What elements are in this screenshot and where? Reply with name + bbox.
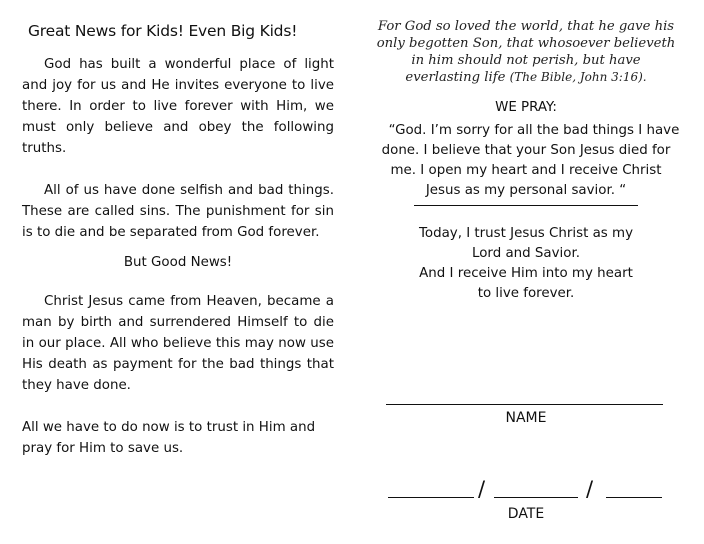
- date-day-field[interactable]: [494, 497, 578, 498]
- page-title: Great News for Kids! Even Big Kids!: [28, 22, 298, 40]
- date-year-field[interactable]: [606, 497, 662, 498]
- trust-paragraph: All we have to do now is to trust in Him and pray for Him to save us.: [22, 420, 316, 456]
- name-label: NAME: [505, 410, 547, 426]
- date-separator: /: [478, 477, 486, 501]
- declaration-line: Today, I trust Jesus Christ as my: [418, 226, 633, 241]
- right-column: [372, 18, 680, 522]
- jesus-paragraph: Christ Jesus came from Heaven, became a man by birth and surrendered Himself to die in our place. All who believe this may now use His death as payment for the bad things that they have done.: [22, 294, 334, 393]
- prayer-divider: [414, 205, 638, 206]
- date-separator: /: [586, 477, 594, 501]
- bible-verse: [372, 18, 680, 86]
- left-column: [22, 18, 334, 459]
- date-field: [388, 477, 664, 502]
- verse-text: For God so loved the world, that he gave his only begotten Son, that whosoever believeth in him should not perish, but have everlasting life: [376, 19, 676, 85]
- declaration: [372, 224, 680, 304]
- intro-paragraph: God has built a wonderful place of light and joy for us and He invites everyone to live there. In order to live forever with Him, we must only believe and obey the following truths.: [22, 57, 334, 156]
- verse-reference: (The Bible, John 3:16).: [509, 70, 647, 84]
- date-label: DATE: [507, 506, 545, 522]
- declaration-line: to live forever.: [477, 286, 575, 301]
- sin-paragraph: All of us have done selfish and bad things. These are called sins. The punishment for sin is to die and be separated from God forever.: [22, 183, 334, 240]
- name-field[interactable]: [386, 404, 663, 405]
- we-pray-heading: WE PRAY:: [495, 100, 557, 115]
- declaration-line: And I receive Him into my heart: [419, 266, 633, 281]
- prayer-text: “God. I’m sorry for all the bad things I have done. I believe that your Son Jesus died for me. I open my heart and I receive Christ Jesus as my personal savior. “: [381, 123, 680, 198]
- declaration-line: Lord and Savior.: [472, 246, 580, 261]
- good-news-heading: But Good News!: [123, 255, 233, 270]
- date-month-field[interactable]: [388, 497, 474, 498]
